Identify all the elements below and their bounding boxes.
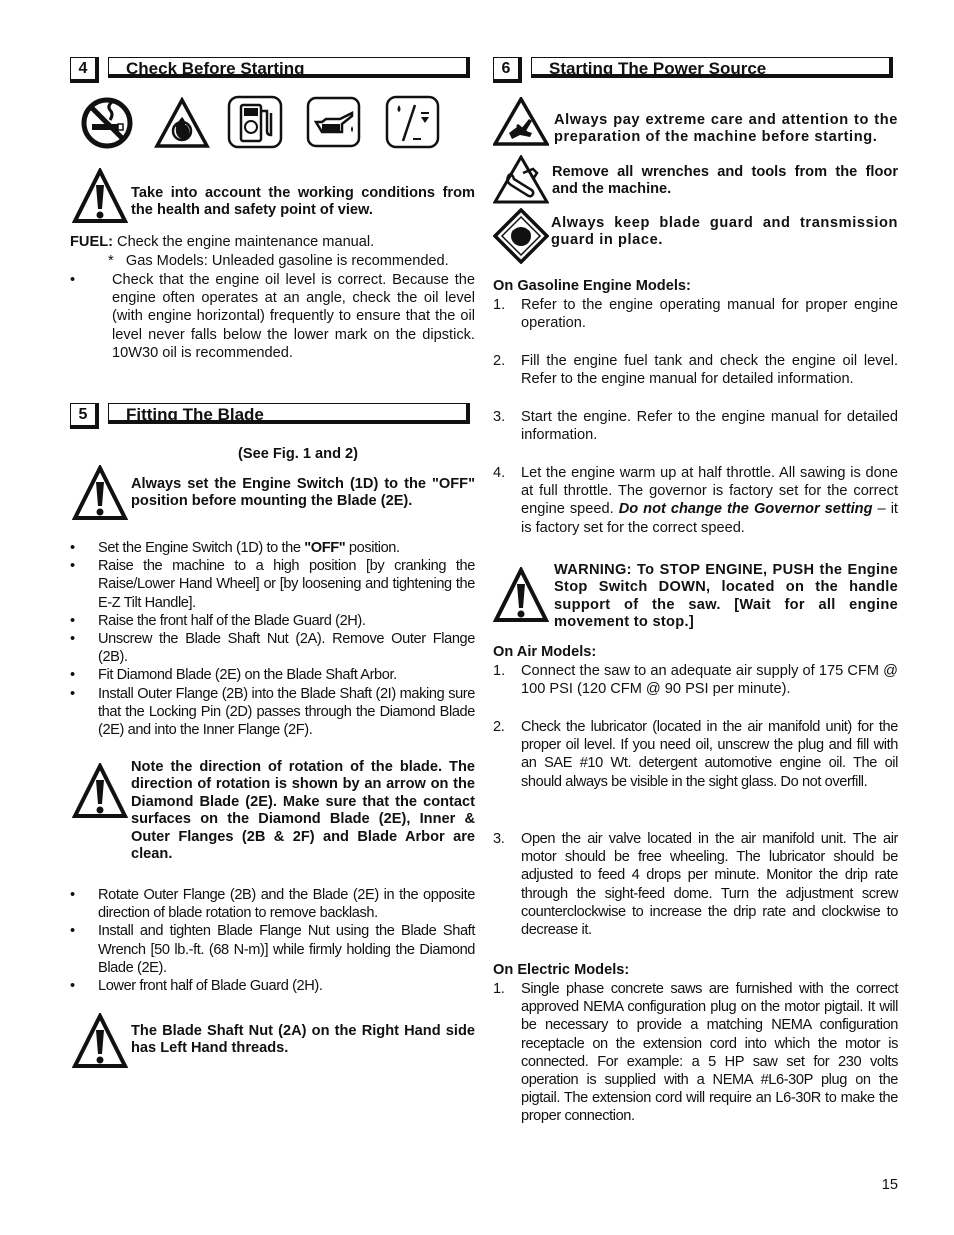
gas-step: 1. Refer to the engine operating manual for proper engine operation. xyxy=(493,297,898,332)
list-item: • Install and tighten Blade Flange Nut using the Blade Shaft Wrench [50 lb.-ft. (68 N-m)] while firmly holding the Diamond Blade (2E). xyxy=(70,922,475,977)
warning-text: Always set the Engine Switch (1D) to the "OFF" position before mounting the Blade (2E). xyxy=(131,476,475,510)
gas-step: 4. Let the engine warm up at half throttle. All sawing is done at full throttle. The governor is factory set for the correct engine speed. Do not change the Governor setting – it is factory set for the correct speed. xyxy=(493,465,898,536)
section-title: Starting The Power Source xyxy=(531,57,893,78)
warning-icon xyxy=(72,168,128,224)
electric-models-heading: On Electric Models: xyxy=(493,962,630,978)
gas-step: 3. Start the engine. Refer to the engine manual for detailed information. xyxy=(493,409,898,444)
section-number: 5 xyxy=(70,403,99,429)
gas-note-text: Gas Models: Unleaded gasoline is recommended. xyxy=(125,253,449,269)
gas-step: 2. Fill the engine fuel tank and check the engine oil level. Refer to the engine manual for detailed information. xyxy=(493,353,898,388)
no-fire-icon xyxy=(154,97,210,149)
section-title: Check Before Starting xyxy=(108,57,470,78)
warning-text: Always pay extreme care and attention to the preparation of the machine before starting. xyxy=(554,112,898,146)
see-figure-note: (See Fig. 1 and 2) xyxy=(238,446,359,462)
warning-icon xyxy=(72,1013,128,1069)
electric-step: 1. Single phase concrete saws are furnished with the correct approved NEMA configuration plug on the motor pigtail. It will be necessary to provide a matching NEMA configuration receptacle on the extension cord into which the motor is connected. For example: a 5 HP saw set for 230 volts operation is supplied with a NEMA #L6-30P plug on the pigtail. The extension cord will require an L6-30R to make the proper connection. xyxy=(493,981,898,1125)
governor-warning: Do not change the Governor setting xyxy=(618,501,873,518)
list-item: • Raise the machine to a high position [by cranking the Raise/Lower Hand Wheel] or [by loosening and tightening the E-Z Tilt Handle]. xyxy=(70,557,475,612)
warning-text: Take into account the working conditions from the health and safety point of view. xyxy=(131,185,475,219)
oil-bullet-text: Check that the engine oil level is correct. Because the engine often operates at an angle, check the oil level (with engine horizontal) frequently to ensure that the oil level never falls below the lower mark on the dipstick. 10W30 oil is recommended. xyxy=(112,272,475,361)
section-5-header xyxy=(70,403,475,427)
warning-icon xyxy=(493,567,549,623)
section-6-header xyxy=(493,57,898,81)
list-item: • Fit Diamond Blade (2E) on the Blade Shaft Arbor. xyxy=(70,666,475,684)
list-item: • Unscrew the Blade Shaft Nut (2A). Remove Outer Flange (2B). xyxy=(70,630,475,666)
list-item: • Lower front half of Blade Guard (2H). xyxy=(70,977,475,995)
section-4-header xyxy=(70,57,475,81)
stop-engine-warning: WARNING: To STOP ENGINE, PUSH the Engine Stop Switch DOWN, located on the handle support of the saw. [Wait for all engine movement to stop.] xyxy=(554,562,898,631)
list-item: • Set the Engine Switch (1D) to the "OFF" position. xyxy=(70,539,475,557)
fitting-steps-list xyxy=(70,539,475,739)
section-number: 6 xyxy=(493,57,522,83)
wrench-hazard-icon xyxy=(493,155,549,205)
gas-star: * xyxy=(108,253,114,269)
gas-models-heading: On Gasoline Engine Models: xyxy=(493,278,691,294)
list-item: • Raise the front half of the Blade Guard (2H). xyxy=(70,612,475,630)
fuel-line xyxy=(70,233,475,251)
no-smoking-icon xyxy=(80,96,135,150)
oil-bullet: • Check that the engine oil level is correct. Because the engine often operates at an angle, check the oil level (with engine horizontal) frequently to ensure that the oil level never falls below the lower mark on the dipstick. 10W30 oil is recommended. xyxy=(70,272,475,361)
warning-icon xyxy=(72,763,128,819)
backlash-steps-list xyxy=(70,886,475,995)
warning-text: Note the direction of rotation of the blade. The direction of rotation is shown by an arrow on the Diamond Blade (2E). Make sure that the contact surfaces on the Diamond Blade (2E), Inner & Outer Flanges (2B & 2F) and Blade Arbor are clean. xyxy=(131,759,475,863)
air-step: 2. Check the lubricator (located in the air manifold unit) for the proper oil level. If you need oil, unscrew the plug and fill with an SAE #10 Wt. detergent automotive engine oil. The oil should always be visible in the sight glass. Do not overfill. xyxy=(493,719,898,790)
air-step: 1. Connect the saw to an adequate air supply of 175 CFM @ 100 PSI (120 CFM @ 90 PSI per minute). xyxy=(493,663,898,698)
warning-text: The Blade Shaft Nut (2A) on the Right Hand side has Left Hand threads. xyxy=(131,1023,475,1057)
gas-note xyxy=(108,252,475,270)
list-item: • Install Outer Flange (2B) into the Blade Shaft (2I) making sure that the Locking Pin (2D) passes through the Diamond Blade (2E) and into the Inner Flange (2F). xyxy=(70,685,475,740)
air-step: 3. Open the air valve located in the air manifold unit. The air motor should be free wheeling. The lubricator should be adjusted to feed 4 drops per minute. Monitor the drip rate through the sight-feed dome. Turn the adjustment screw counterclockwise to increase the drip rate and clockwise to decrease it. xyxy=(493,831,898,939)
fuel-pump-icon xyxy=(227,95,283,149)
list-item: • Rotate Outer Flange (2B) and the Blade (2E) in the opposite direction of blade rotation to remove backlash. xyxy=(70,886,475,922)
fuel-text: Check the engine maintenance manual. xyxy=(117,234,375,250)
warning-text: Remove all wrenches and tools from the floor and the machine. xyxy=(552,164,898,198)
guard-icon xyxy=(493,208,549,264)
oil-can-icon xyxy=(306,96,361,148)
air-models-heading: On Air Models: xyxy=(493,644,597,660)
fuel-label: FUEL: xyxy=(70,234,113,250)
hand-hazard-icon xyxy=(493,97,549,147)
oil-dipstick-icon xyxy=(385,95,440,149)
section-number: 4 xyxy=(70,57,99,83)
warning-icon xyxy=(72,465,128,521)
page-number: 15 xyxy=(881,1177,898,1193)
warning-text: Always keep blade guard and transmission guard in place. xyxy=(551,215,898,249)
safety-icons-row xyxy=(80,95,435,150)
section-title: Fitting The Blade xyxy=(108,403,470,424)
